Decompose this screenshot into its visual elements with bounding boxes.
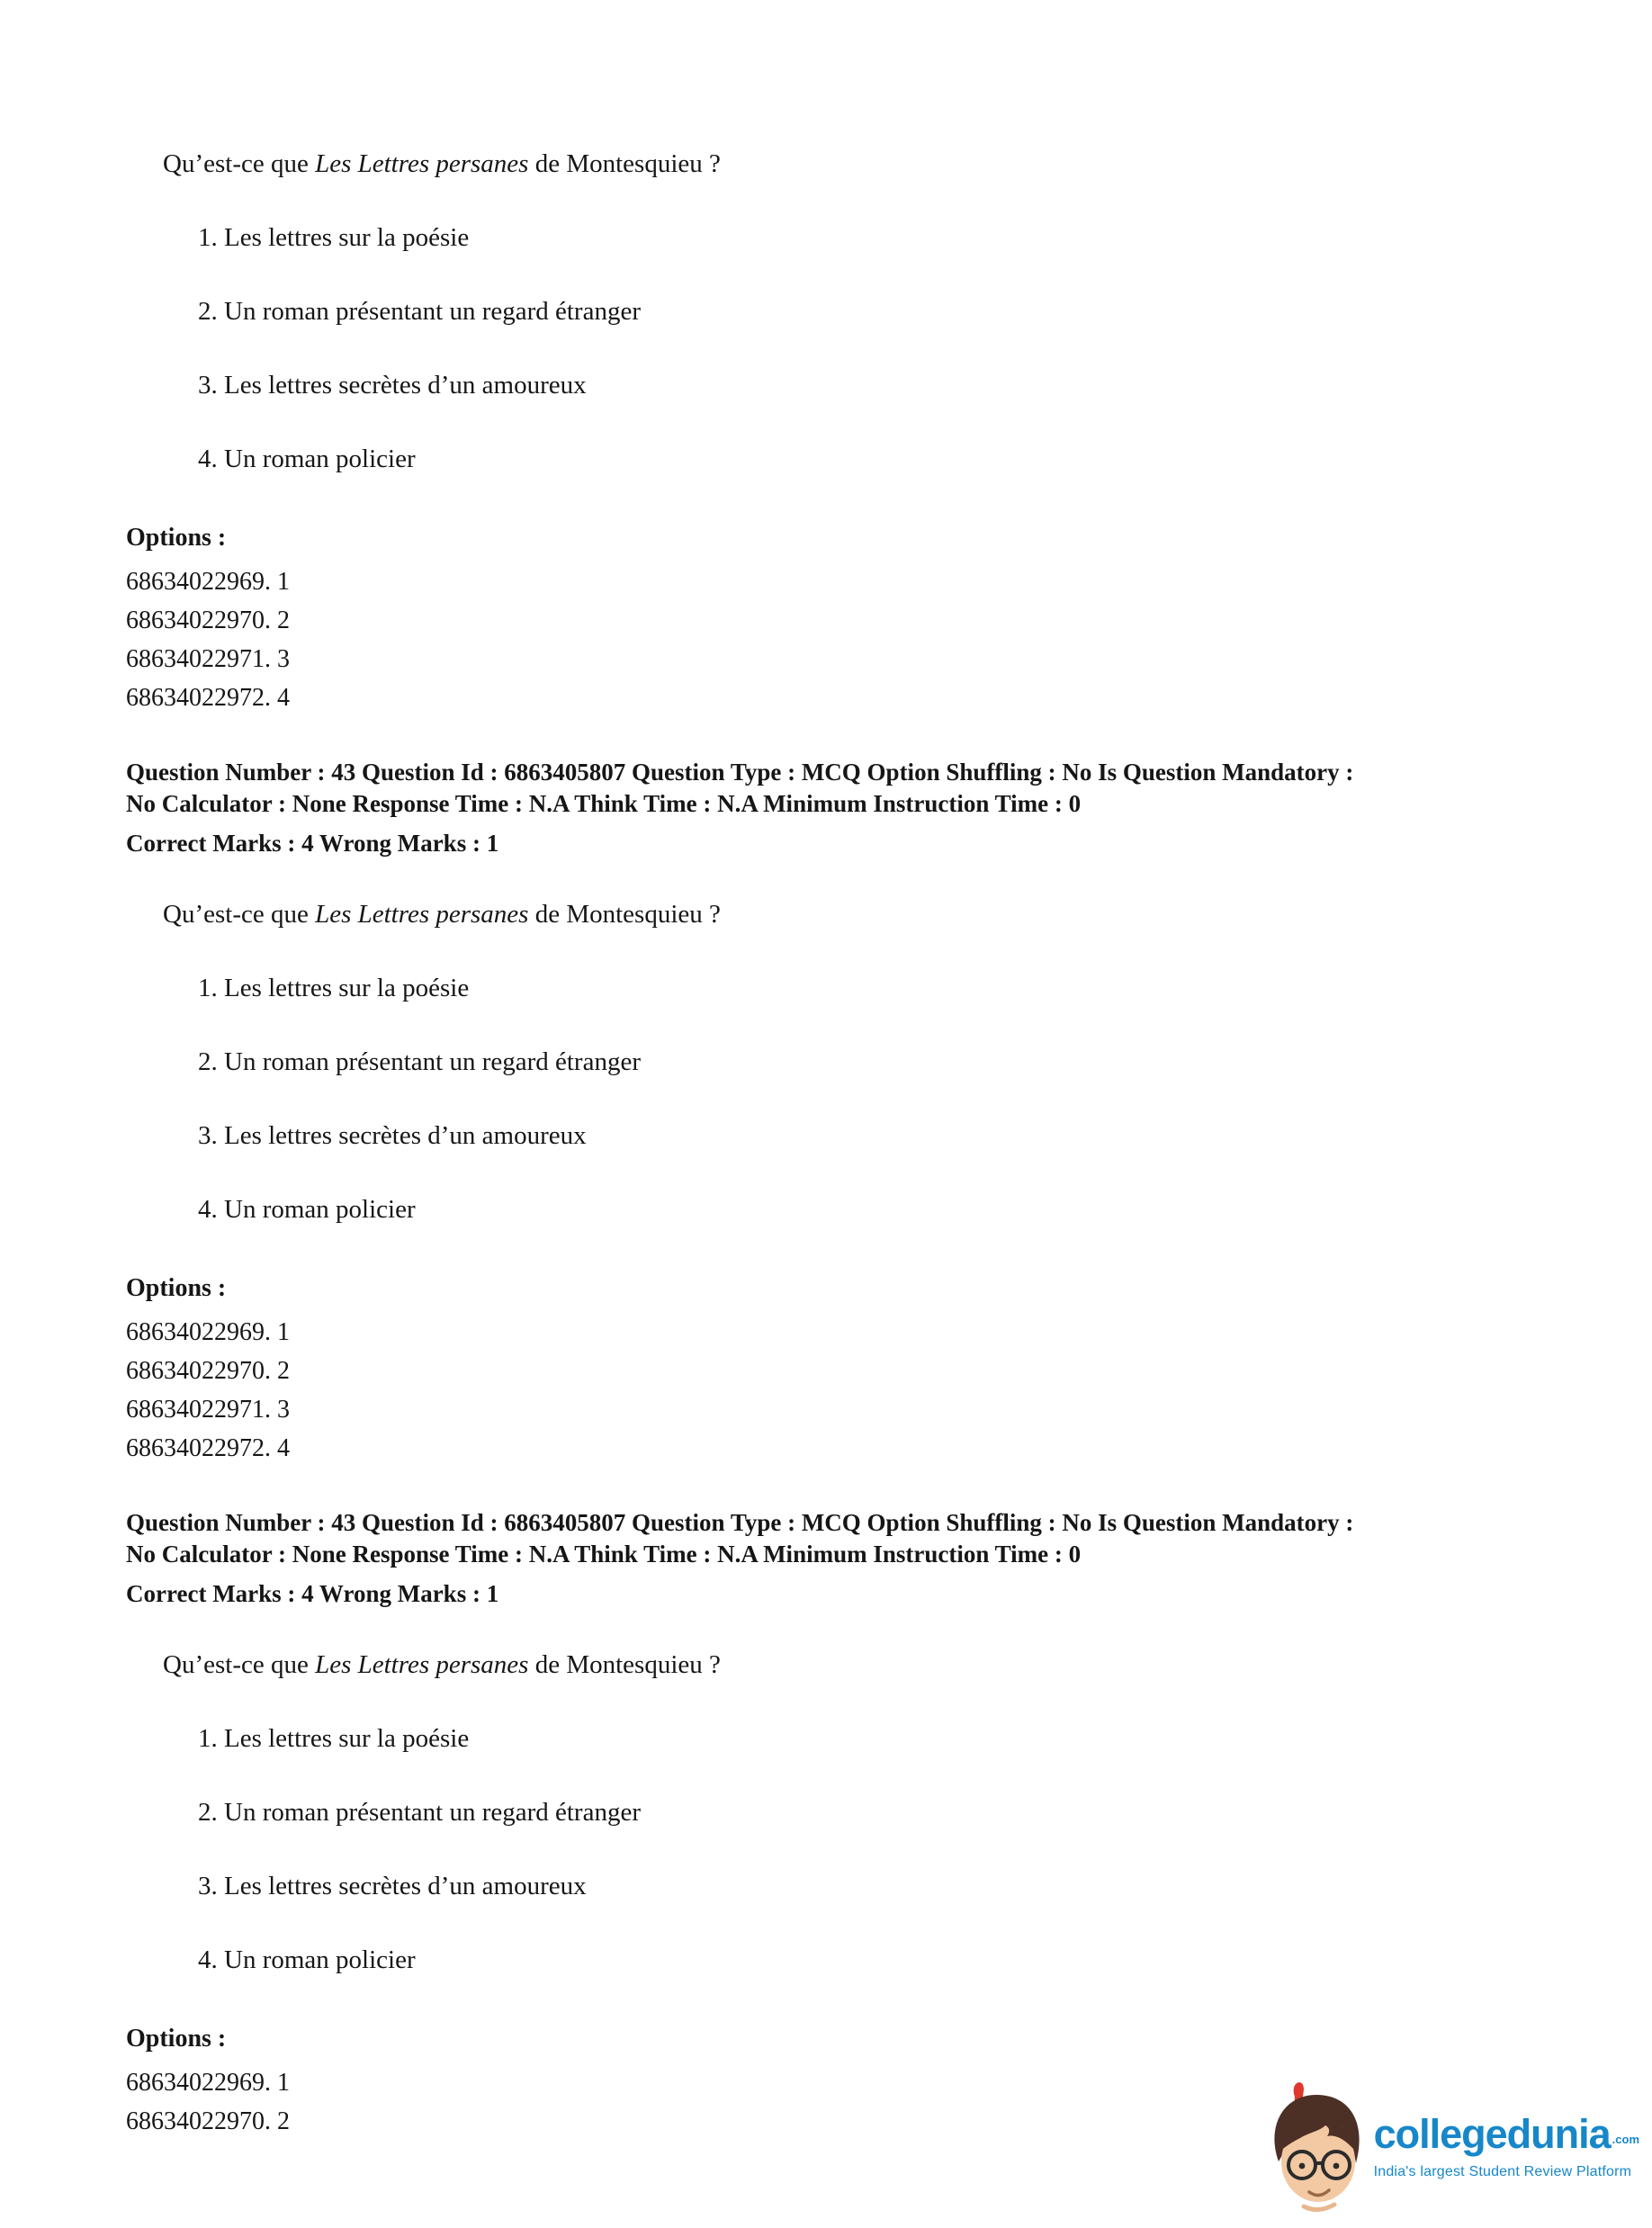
- options-label: Options :: [126, 524, 227, 552]
- meta-marks: Correct Marks : 4 Wrong Marks : 1: [126, 830, 499, 857]
- choice-item: 3. Les lettres secrètes d’un amoureux: [198, 371, 587, 400]
- question-prefix: Qu’est-ce que: [163, 149, 309, 178]
- option-id: 68634022970. 2: [126, 1357, 290, 1385]
- question-suffix: de Montesquieu ?: [534, 900, 721, 929]
- question-suffix: de Montesquieu ?: [534, 1650, 721, 1679]
- question-prefix: Qu’est-ce que: [163, 900, 309, 929]
- collegedunia-logo: [1264, 2079, 1639, 2215]
- option-id: 68634022969. 1: [126, 568, 290, 596]
- options-label: Options :: [126, 2025, 227, 2053]
- question-meta: [126, 757, 1472, 859]
- option-id: 68634022970. 2: [126, 606, 290, 634]
- choice-item: 4. Un roman policier: [198, 1945, 416, 1974]
- question-title: Les Lettres persanes: [315, 149, 529, 178]
- choice-item: 2. Un roman présentant un regard étranger: [198, 297, 641, 326]
- meta-line-1: Question Number : 43 Question Id : 6863405807 Question Type : MCQ Option Shuffling : No Is Question Mandatory :: [126, 759, 1354, 786]
- brand-text-group: [1373, 2111, 1639, 2180]
- option-id: 68634022971. 3: [126, 645, 290, 673]
- choice-list: [198, 222, 1652, 474]
- brand-domain-suffix: .com: [1612, 2133, 1639, 2146]
- choice-item: 4. Un roman policier: [198, 1195, 416, 1224]
- option-id: 68634022972. 4: [126, 684, 290, 712]
- meta-marks: Correct Marks : 4 Wrong Marks : 1: [126, 1580, 499, 1607]
- question-block-2: [0, 899, 1652, 1468]
- brand-tagline: India's largest Student Review Platform: [1373, 2164, 1632, 2179]
- question-text: [163, 148, 1652, 179]
- question-title: Les Lettres persanes: [315, 900, 529, 929]
- choice-item: 1. Les lettres sur la poésie: [198, 223, 470, 252]
- question-meta: [126, 1507, 1472, 1610]
- choice-item: 3. Les lettres secrètes d’un amoureux: [198, 1872, 587, 1900]
- collegedunia-mascot-icon: [1264, 2079, 1370, 2215]
- choice-list: [198, 973, 1652, 1225]
- question-block-1: [0, 148, 1652, 717]
- choice-item: 2. Un roman présentant un regard étranger: [198, 1798, 641, 1827]
- question-text: [163, 899, 1652, 930]
- option-id: 68634022972. 4: [126, 1434, 290, 1462]
- question-suffix: de Montesquieu ?: [534, 149, 721, 178]
- meta-line-2: No Calculator : None Response Time : N.A Think Time : N.A Minimum Instruction Time : 0: [126, 1541, 1082, 1568]
- question-block-3: [0, 1649, 1652, 2141]
- option-id: 68634022969. 1: [126, 2069, 290, 2097]
- meta-line-2: No Calculator : None Response Time : N.A Think Time : N.A Minimum Instruction Time : 0: [126, 790, 1082, 817]
- question-text: [163, 1649, 1652, 1680]
- choice-item: 2. Un roman présentant un regard étranger: [198, 1047, 641, 1076]
- options-label: Options :: [126, 1274, 227, 1302]
- choice-item: 4. Un roman policier: [198, 445, 416, 473]
- option-id: 68634022969. 1: [126, 1318, 290, 1346]
- meta-line-1: Question Number : 43 Question Id : 6863405807 Question Type : MCQ Option Shuffling : No Is Question Mandatory :: [126, 1509, 1354, 1536]
- choice-item: 1. Les lettres sur la poésie: [198, 1724, 470, 1753]
- option-id: 68634022970. 2: [126, 2107, 290, 2135]
- question-prefix: Qu’est-ce que: [163, 1650, 309, 1679]
- question-title: Les Lettres persanes: [315, 1650, 529, 1679]
- choice-item: 3. Les lettres secrètes d’un amoureux: [198, 1121, 587, 1150]
- brand-name: collegedunia: [1373, 2111, 1611, 2157]
- choice-list: [198, 1723, 1652, 1975]
- choice-item: 1. Les lettres sur la poésie: [198, 974, 470, 1002]
- option-id: 68634022971. 3: [126, 1396, 290, 1424]
